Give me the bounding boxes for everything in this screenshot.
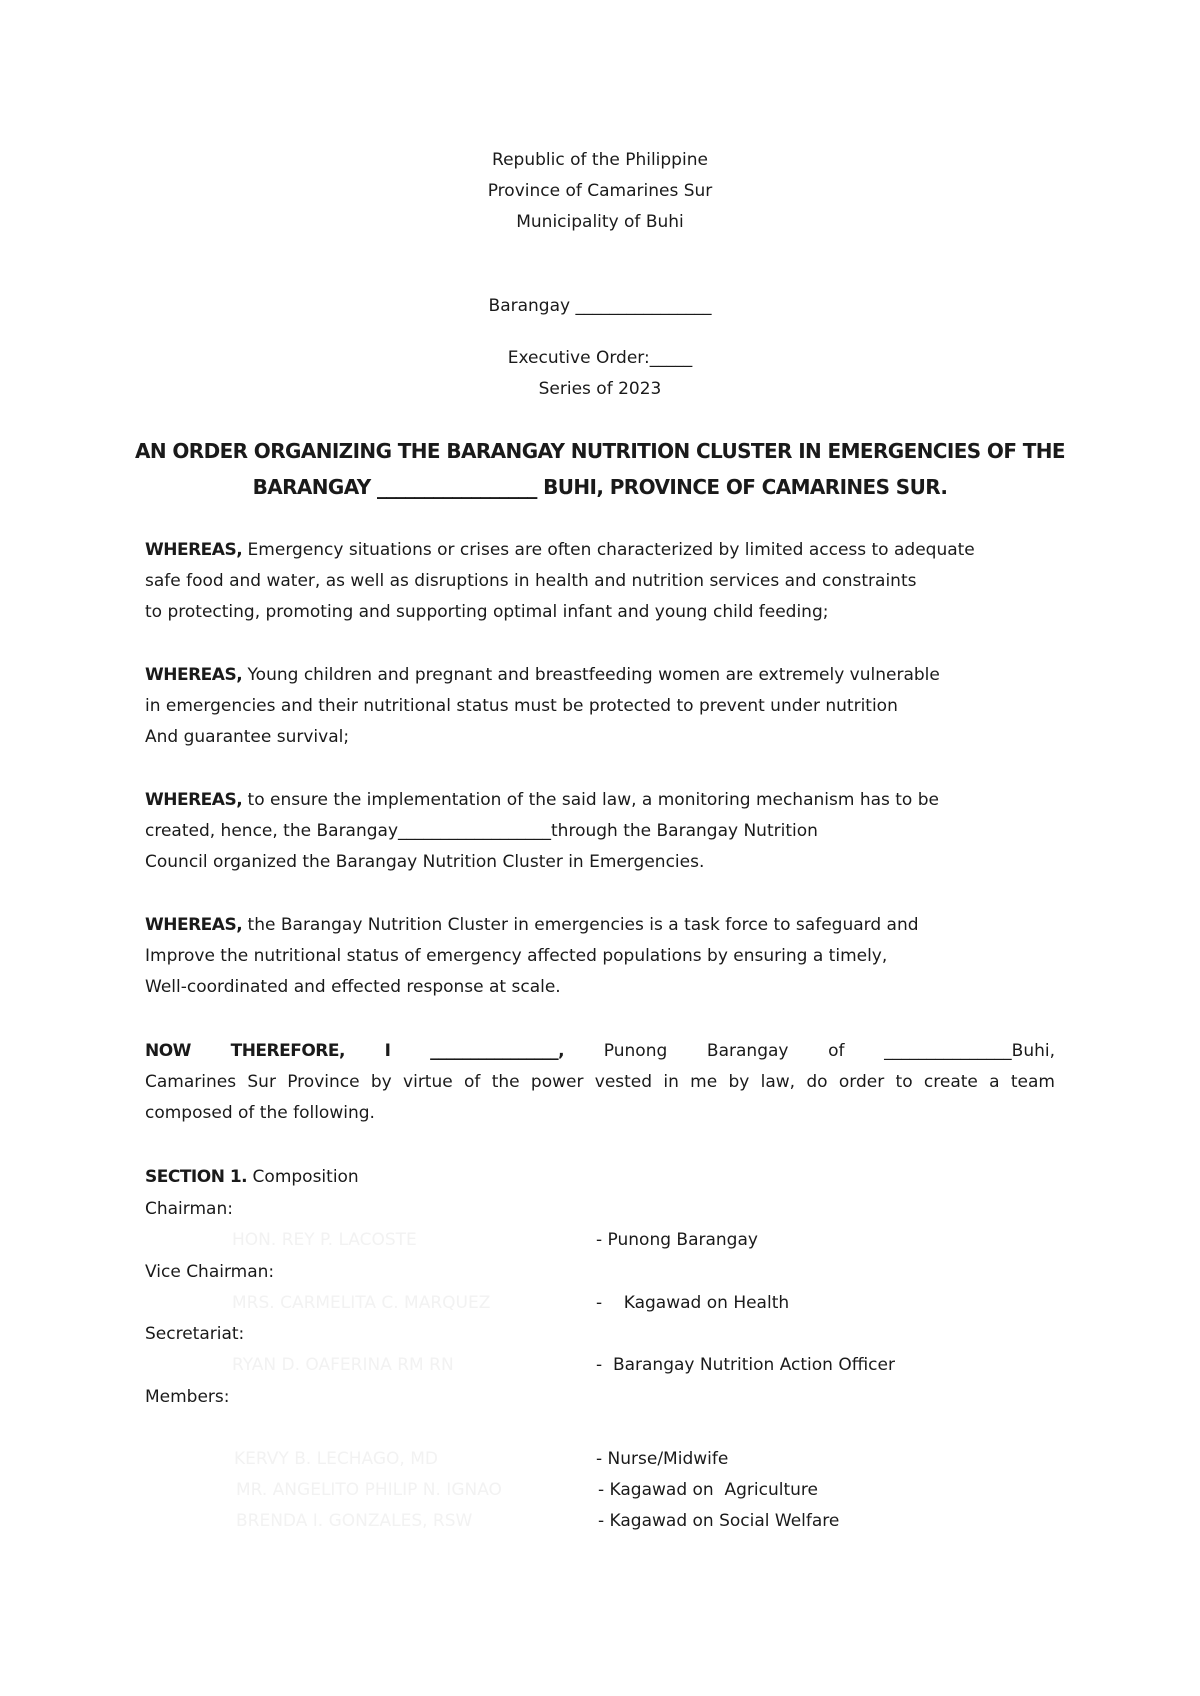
member-position: - Kagawad on Social Welfare <box>598 1511 840 1531</box>
chairman-position: - Punong Barangay <box>596 1230 758 1250</box>
header-series: Series of 2023 <box>538 379 662 399</box>
whereas-text: And guarantee survival; <box>145 727 350 747</box>
whereas-paragraph-2 <box>145 660 1055 753</box>
whereas-text: safe food and water, as well as disruptions in health and nutrition services and constraints <box>145 571 917 591</box>
whereas-paragraph-3 <box>145 785 1055 878</box>
vice-chairman-label: Vice Chairman: <box>145 1262 275 1282</box>
order-title-line-2: BARANGAY _________________ BUHI, PROVINCE OF CAMARINES SUR. <box>252 475 948 499</box>
section-keyword: SECTION 1. <box>145 1167 248 1187</box>
now-therefore-text: Punong Barangay of _______________Buhi, <box>603 1041 1056 1061</box>
secretariat-position: - Barangay Nutrition Action Officer <box>596 1355 895 1375</box>
whereas-text: Improve the nutritional status of emergency affected populations by ensuring a timely, <box>145 946 888 966</box>
section-1-heading <box>145 1165 359 1189</box>
whereas-text: the Barangay Nutrition Cluster in emergencies is a task force to safeguard and <box>242 915 919 935</box>
member-name: MR. ANGELITO PHILIP N. IGNAO <box>236 1480 502 1500</box>
member-position: - Kagawad on Agriculture <box>598 1480 819 1500</box>
whereas-paragraph-4 <box>145 910 1055 1003</box>
now-therefore-text: Camarines Sur Province by virtue of the power vested in me by law, do order to create a team <box>145 1072 1055 1092</box>
chairman-label: Chairman: <box>145 1199 233 1219</box>
whereas-text: Well-coordinated and effected response at scale. <box>145 977 561 997</box>
whereas-keyword: WHEREAS, <box>145 540 243 560</box>
secretariat-label: Secretariat: <box>145 1324 245 1344</box>
vice-chairman-position: - Kagawad on Health <box>596 1293 790 1313</box>
header-republic: Republic of the Philippine <box>492 150 708 170</box>
whereas-text: to protecting, promoting and supporting optimal infant and young child feeding; <box>145 602 829 622</box>
header-municipality: Municipality of Buhi <box>516 212 684 232</box>
member-name: BRENDA I. GONZALES, RSW <box>236 1511 473 1531</box>
now-therefore-text: composed of the following. <box>145 1103 375 1123</box>
member-position: - Nurse/Midwife <box>596 1449 729 1469</box>
vice-chairman-name: MRS. CARMELITA C. MARQUEZ <box>232 1293 491 1313</box>
whereas-text: in emergencies and their nutritional status must be protected to prevent under nutrition <box>145 696 898 716</box>
whereas-keyword: WHEREAS, <box>145 665 243 685</box>
whereas-paragraph-1 <box>145 535 1055 628</box>
chairman-name: HON. REY P. LACOSTE <box>232 1230 417 1250</box>
whereas-text: to ensure the implementation of the said law, a monitoring mechanism has to be <box>242 790 939 810</box>
header-barangay: Barangay ________________ <box>488 296 712 316</box>
header-province: Province of Camarines Sur <box>487 181 713 201</box>
whereas-text: created, hence, the Barangay__________________through the Barangay Nutrition <box>145 821 818 841</box>
now-therefore-paragraph <box>145 1036 1055 1129</box>
whereas-keyword: WHEREAS, <box>145 915 243 935</box>
whereas-text: Council organized the Barangay Nutrition Cluster in Emergencies. <box>145 852 705 872</box>
member-name: KERVY B. LECHAGO, MD <box>234 1449 438 1469</box>
section-label: Composition <box>247 1167 359 1187</box>
members-label: Members: <box>145 1387 230 1407</box>
header-executive-order: Executive Order:_____ <box>507 348 693 368</box>
now-therefore-keyword: NOW THEREFORE, I ________________, <box>145 1041 565 1061</box>
secretariat-name: RYAN D. OAFERINA RM RN <box>232 1355 454 1375</box>
whereas-text: Emergency situations or crises are often characterized by limited access to adequate <box>242 540 975 560</box>
whereas-keyword: WHEREAS, <box>145 790 243 810</box>
order-title-line-1: AN ORDER ORGANIZING THE BARANGAY NUTRITION CLUSTER IN EMERGENCIES OF THE <box>135 439 1065 463</box>
whereas-text: Young children and pregnant and breastfeeding women are extremely vulnerable <box>242 665 940 685</box>
